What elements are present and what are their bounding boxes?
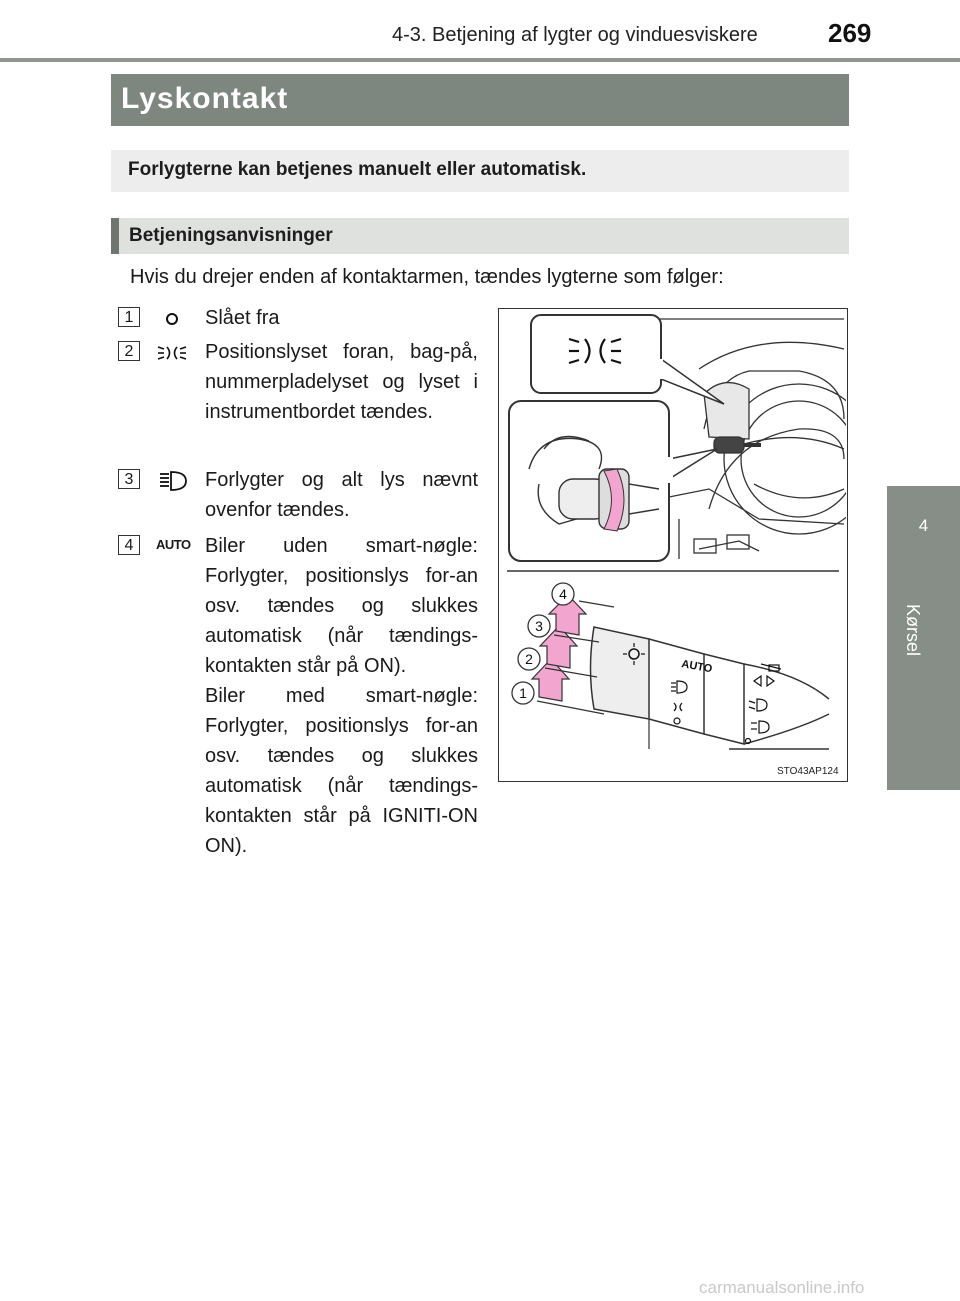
page-number: 269: [828, 18, 872, 48]
instruction-text: Hvis du drejer enden af kontaktarmen, tændes lygterne som følger:: [130, 266, 724, 288]
off-circle-icon: [156, 307, 188, 331]
light-switch-illustration: [498, 308, 848, 782]
header-rule: [0, 58, 960, 62]
callout-3: 3: [535, 618, 543, 634]
intro-text: Forlygterne kan betjenes manuelt eller automatisk.: [111, 150, 849, 192]
item-number: 4: [118, 535, 140, 555]
item-number: 1: [118, 307, 140, 327]
switch-auto-label: AUTO: [680, 658, 714, 676]
header-section-title: 4-3. Betjening af lygter og vinduesviskere: [392, 24, 758, 46]
item-text-secondary: Biler med smart-nøgle: Forlygter, positionslys for-an osv. tændes og slukkes automatisk (når tændings-kontakten står på IGNITI-ON ON).: [205, 685, 478, 857]
chapter-label: Kørsel: [903, 604, 923, 657]
callout-4: 4: [559, 586, 567, 602]
auto-icon: AUTO: [156, 537, 191, 552]
item-number: 3: [118, 469, 140, 489]
illustration-drawing: [499, 309, 846, 780]
section-heading: Betjeningsanvisninger: [111, 218, 849, 254]
position-lights-icon: [156, 341, 188, 365]
headlight-icon: [156, 469, 188, 493]
watermark: carmanualsonline.info: [699, 1278, 865, 1297]
figure-code: STO43AP124: [777, 766, 839, 777]
callout-2: 2: [525, 651, 533, 667]
item-text: Positionslyset foran, bag-på, nummerpladelyset og lyset i instrumentbordet tændes.: [205, 341, 478, 423]
item-text: Slået fra: [205, 307, 280, 329]
item-text: Forlygter og alt lys nævnt ovenfor tændes.: [205, 469, 478, 521]
chapter-number: 4: [918, 516, 929, 535]
page-title: Lyskontakt: [111, 74, 849, 126]
callout-1: 1: [519, 685, 527, 701]
item-number: 2: [118, 341, 140, 361]
chapter-side-tab[interactable]: [887, 486, 960, 790]
item-text: Biler uden smart-nøgle: Forlygter, positionslys for-an osv. tændes og slukkes automatisk (når tændings-kontakten står på ON).: [205, 535, 478, 677]
